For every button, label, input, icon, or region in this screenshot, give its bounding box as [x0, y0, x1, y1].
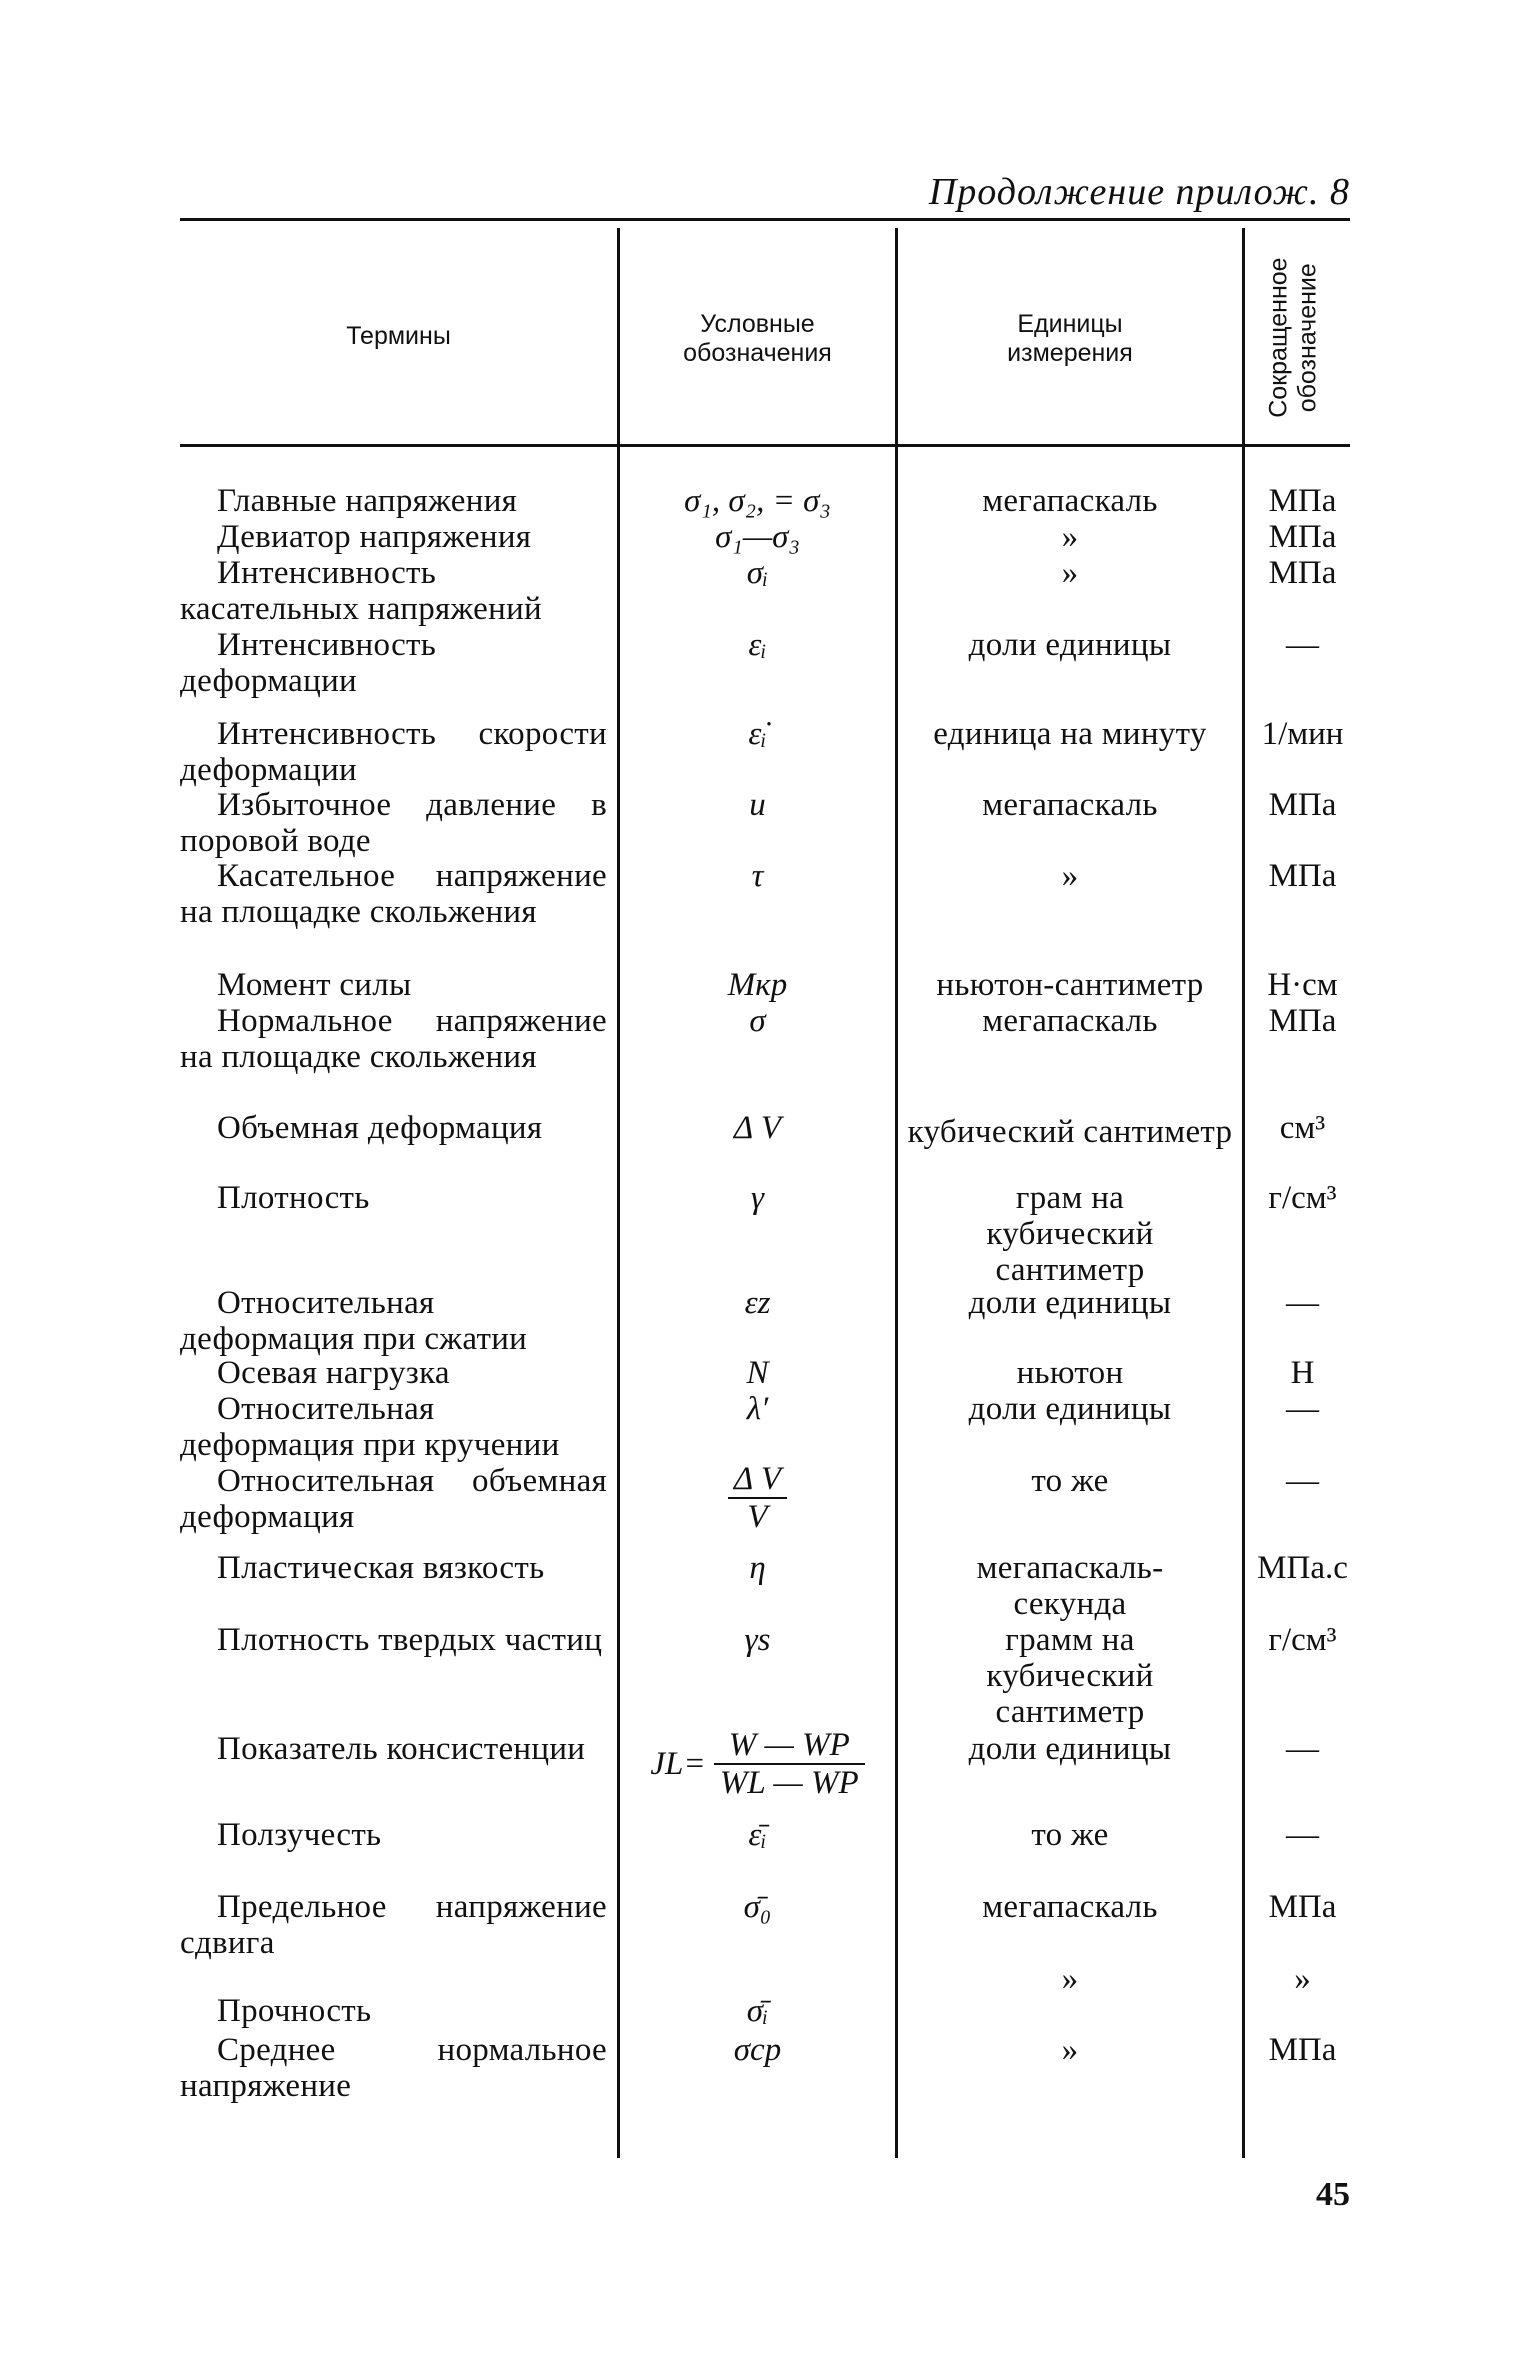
unit: » [1061, 1961, 1079, 1997]
term: Плотность [217, 1180, 370, 1216]
fraction [728, 1461, 787, 1535]
symbol: εz [744, 1285, 771, 1321]
column-divider-2 [895, 228, 898, 2158]
symbol: γs [744, 1622, 771, 1658]
abbr: — [1286, 1285, 1319, 1321]
abbr: МПа [1268, 787, 1337, 823]
symbol: λ′ [746, 1391, 769, 1427]
unit: » [1061, 858, 1079, 894]
symbol: u [749, 787, 766, 823]
symbol: σ₁—σ₃ [715, 519, 800, 555]
symbol: ε̇ᵢ [748, 716, 767, 752]
abbr: МПа [1268, 483, 1337, 519]
unit: то же [1031, 1817, 1109, 1853]
symbol: σᵢ [746, 555, 769, 591]
page-number: 45 [1316, 2176, 1350, 2213]
unit: доли единицы [968, 1731, 1172, 1767]
unit: » [1061, 2032, 1079, 2068]
term: Девиатор напряжения [217, 519, 532, 555]
term: Главные напряжения [217, 483, 518, 519]
term: Интенсивность скорости деформации [180, 716, 607, 788]
abbr: » [1294, 1961, 1311, 1997]
term: Плотность твердых частиц [217, 1622, 603, 1658]
page-caption: Продолжение прилож. 8 [928, 171, 1350, 213]
header-symbols: Условные обозначения [683, 310, 832, 367]
symbol: Mкр [727, 967, 788, 1003]
symbol-lhs: JL= [650, 1746, 706, 1782]
term: Среднее нормальное напряжение [180, 2032, 607, 2104]
symbol [620, 1727, 895, 1801]
term: Нормальное напряжение на площадке скольжения [180, 1003, 607, 1075]
term: Интенсивность касательных напряжений [180, 555, 542, 627]
symbol: σ̄ᵢ [746, 1993, 769, 2029]
abbr: Н [1290, 1355, 1315, 1391]
term: Относительная объемная деформация [180, 1463, 607, 1535]
table-top-rule [180, 218, 1350, 221]
term: Осевая нагрузка [217, 1355, 450, 1391]
abbr: — [1286, 627, 1319, 663]
header-abbr-cell [1243, 228, 1343, 448]
symbol: σ̄₀ [743, 1889, 772, 1925]
abbr: МПа [1268, 2032, 1337, 2068]
symbol: σ [749, 1003, 766, 1039]
fraction-numerator: W — WP [714, 1727, 865, 1765]
term: Избыточное давление в поровой воде [180, 787, 607, 859]
symbol: ε̄ᵢ [748, 1817, 767, 1853]
term: Интенсивность деформации [180, 627, 437, 699]
unit: мегапаскаль [982, 1003, 1158, 1039]
unit: ньютон [1016, 1355, 1124, 1391]
term: Относительная деформация при кручении [180, 1391, 560, 1463]
abbr: Н·см [1267, 967, 1338, 1003]
term: Пластическая вязкость [217, 1550, 545, 1586]
abbr: г/см³ [1268, 1180, 1337, 1216]
unit: грам на кубический сантиметр [986, 1180, 1154, 1288]
symbol: N [746, 1355, 769, 1391]
abbr: МПа [1268, 519, 1337, 555]
abbr: — [1286, 1391, 1319, 1427]
unit: грамм на кубический сантиметр [986, 1622, 1154, 1730]
unit: ньютон-сантиметр [936, 967, 1204, 1003]
abbr: 1/мин [1261, 716, 1344, 752]
unit: единица на минуту [933, 716, 1207, 752]
term: Прочность [217, 1993, 372, 2029]
abbr: МПа [1268, 555, 1337, 591]
abbr: — [1286, 1731, 1319, 1767]
header-terms: Термины [346, 322, 451, 350]
term: Момент силы [217, 967, 412, 1003]
abbr: г/см³ [1268, 1622, 1337, 1658]
abbr: — [1286, 1817, 1319, 1853]
unit: мегапаскаль [982, 1889, 1158, 1925]
abbr: МПа [1268, 1003, 1337, 1039]
term: Ползучесть [217, 1817, 382, 1853]
term: Относительная деформация при сжатии [180, 1285, 528, 1357]
header-units: Единицы измерения [1007, 310, 1133, 367]
symbol: τ [751, 858, 764, 894]
fraction-denominator: WL — WP [719, 1765, 859, 1801]
unit: мегапаскаль [982, 483, 1158, 519]
abbr: — [1286, 1463, 1319, 1499]
header-abbr: Сокращенное обозначение [1264, 257, 1321, 418]
symbol: η [749, 1550, 766, 1586]
abbr: МПа [1268, 1889, 1337, 1925]
unit: мегапаскаль [982, 787, 1158, 823]
symbol: σ₁, σ₂, = σ₃ [684, 483, 831, 519]
unit: » [1061, 519, 1079, 555]
fraction [714, 1727, 865, 1801]
abbr: см³ [1279, 1110, 1326, 1146]
unit: доли единицы [968, 1285, 1172, 1321]
symbol: σср [733, 2032, 782, 2068]
symbol: γ [750, 1180, 764, 1216]
unit: кубический сантиметр [907, 1114, 1233, 1150]
unit: доли единицы [968, 1391, 1172, 1427]
unit: » [1061, 555, 1079, 591]
unit: мегапаскаль-секунда [976, 1550, 1164, 1622]
symbol: Δ V [733, 1110, 782, 1146]
unit: то же [1031, 1463, 1109, 1499]
abbr: МПа.с [1257, 1550, 1348, 1586]
symbol [620, 1461, 895, 1535]
symbol: εᵢ [748, 627, 767, 663]
abbr: МПа [1268, 858, 1337, 894]
term: Объемная деформация [217, 1110, 543, 1146]
term: Касательное напряжение на площадке скольжения [180, 858, 607, 930]
term: Предельное напряжение сдвига [180, 1889, 607, 1961]
table-header-rule [180, 444, 1350, 447]
fraction-numerator: Δ V [728, 1461, 787, 1499]
fraction-denominator: V [747, 1499, 768, 1535]
term: Показатель консистенции [217, 1731, 586, 1767]
unit: доли единицы [968, 627, 1172, 663]
